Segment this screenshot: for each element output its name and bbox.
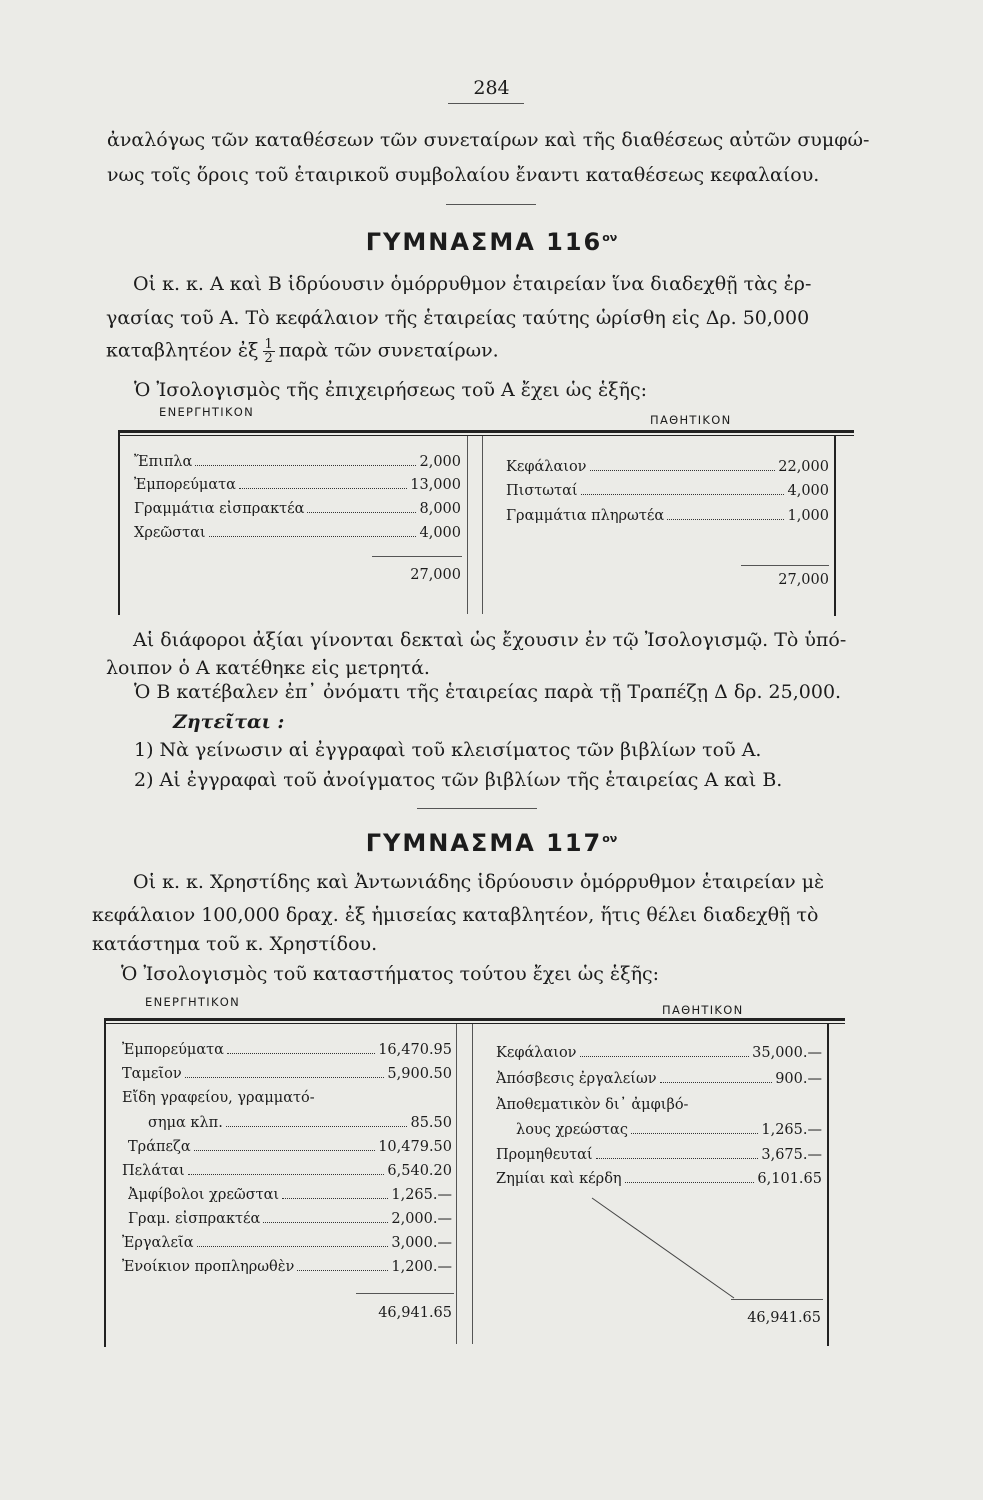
ex117-asset-row: Εἴδη γραφείου, γραμματό- <box>122 1090 315 1106</box>
ex116-right-border <box>834 436 836 616</box>
ex116-after-line2: λοιπον ὁ Α κατέθηκε εἰς μετρητά. <box>106 657 430 679</box>
ex117-asset-row: Ἐμπορεύματα 16,470.95 <box>122 1042 452 1058</box>
ex117-liab-sum-rule <box>731 1299 823 1300</box>
ex116-left-border <box>118 430 120 615</box>
ex116-para2: Ὁ Ἰσολογισμὸς τῆς ἐπιχειρήσεως τοῦ Α ἔχει ὡς ἑξῆς: <box>134 379 648 401</box>
ex117-liabilities-label: ΠΑΘΗΤΙΚΟΝ <box>662 1003 744 1017</box>
ex116-liability-row: Γραμμάτια πληρωτέα 1,000 <box>506 508 829 524</box>
ex117-asset-row: Ἀμφίβολοι χρεῶσται 1,265.— <box>128 1187 452 1203</box>
ex117-para1-line3: κατάστημα τοῦ κ. Χρηστίδου. <box>92 933 378 955</box>
ex116-para1-line1: Οἱ κ. κ. Α καὶ Β ἱδρύουσιν ὁμόρρυθμον ἑταιρείαν ἵνα διαδεχθῇ τὰς ἐρ- <box>133 273 812 295</box>
ex117-para1-line1: Οἱ κ. κ. Χρηστίδης καὶ Ἀντωνιάδης ἱδρύουσιν ὁμόρρυθμον ἑταιρείαν μὲ <box>133 871 825 893</box>
ex116-question-1: 1) Νὰ γείνωσιν αἱ ἐγγραφαὶ τοῦ κλεισίματος τῶν βιβλίων τοῦ Α. <box>134 739 762 761</box>
ex116-liability-row: Κεφάλαιον 22,000 <box>506 459 829 475</box>
ex116-divider-b <box>482 436 483 614</box>
ex117-asset-row: Τράπεζα 10,479.50 <box>128 1139 452 1155</box>
ex116-para1-line3: καταβλητέον ἐξ $\frac{1}{2}$ παρὰ τῶν συνεταίρων. <box>106 337 499 366</box>
ex117-asset-row: Πελάται 6,540.20 <box>122 1163 452 1179</box>
ex117-liability-row: Ἀποθεματικὸν δι᾽ ἀμφιβό- <box>496 1097 689 1113</box>
ex116-assets-label: ΕΝΕΡΓΗΤΙΚΟΝ <box>159 405 255 419</box>
ex116-top-rule-thin <box>118 435 854 436</box>
ex116-assets-sum-rule <box>372 556 462 557</box>
ex116-liabilities-label: ΠΑΘΗΤΙΚΟΝ <box>650 413 732 427</box>
ex117-top-rule-thin <box>104 1023 845 1024</box>
fraction-one-half: $\frac{1}{2}$ <box>264 337 273 366</box>
ex117-divider-a <box>456 1024 457 1344</box>
intro-line-2: νως τοῖς ὅροις τοῦ ἑταιρικοῦ συμβολαίου ἔναντι καταθέσεως κεφαλαίου. <box>107 164 820 186</box>
ex117-assets-total: 46,941.65 <box>378 1305 452 1321</box>
ex116-question-2: 2) Αἱ ἐγγραφαὶ τοῦ ἀνοίγματος τῶν βιβλίων τῆς ἑταιρείας Α καὶ Β. <box>134 769 783 791</box>
page-number-rule <box>448 103 524 104</box>
ex117-asset-row: Ἐνοίκιον προπληρωθὲν 1,200.— <box>122 1259 452 1275</box>
ex116-asset-row: Ἔπιπλα 2,000 <box>134 454 461 470</box>
ex116-sought: Ζητεῖται : <box>173 711 285 733</box>
exercise-117-heading: ΓΥΜΝΑΣΜΑ $117^{o\nu}$ <box>365 829 618 857</box>
ex117-liability-row: Προμηθευταί 3,675.— <box>496 1147 822 1163</box>
ex116-assets-total: 27,000 <box>410 567 461 583</box>
section-divider <box>446 204 536 205</box>
ex117-liability-row: λους χρεώστας 1,265.— <box>516 1122 822 1138</box>
ex116-divider-a <box>467 436 468 614</box>
ex117-para1-line2: κεφάλαιον 100,000 δραχ. ἐξ ἡμισείας καταβλητέον, ἥτις θέλει διαδεχθῇ τὸ <box>92 904 819 926</box>
intro-line-1: ἀναλόγως τῶν καταθέσεων τῶν συνεταίρων καὶ τῆς διαθέσεως αὐτῶν συμφώ- <box>107 129 870 151</box>
ex116-asset-row: Γραμμάτια εἰσπρακτέα 8,000 <box>134 501 461 517</box>
ex116-after-para2: Ὁ Β κατέβαλεν ἐπ᾽ ὀνόματι τῆς ἑταιρείας παρὰ τῇ Τραπέζῃ Δ δρ. 25,000. <box>134 681 842 703</box>
ex116-top-rule <box>118 430 854 433</box>
ex117-assets-sum-rule <box>356 1293 454 1294</box>
page-number: 284 <box>473 77 510 99</box>
ex117-left-border <box>104 1018 106 1347</box>
ex117-asset-row: Γραμ. εἰσπρακτέα 2,000.— <box>128 1211 452 1227</box>
ex117-top-rule <box>104 1018 845 1021</box>
ex117-asset-row: σημα κλπ. 85.50 <box>148 1115 452 1131</box>
ex117-liability-row: Ζημίαι καὶ κέρδη 6,101.65 <box>496 1171 822 1187</box>
ex117-asset-row: Ταμεῖον 5,900.50 <box>122 1066 452 1082</box>
ex116-liab-total: 27,000 <box>778 572 829 588</box>
exercise-116-heading: ΓΥΜΝΑΣΜΑ $116^{o\nu}$ <box>365 228 618 256</box>
ex117-asset-row: Ἐργαλεῖα 3,000.— <box>122 1235 452 1251</box>
ex117-assets-label: ΕΝΕΡΓΗΤΙΚΟΝ <box>145 995 241 1009</box>
ex116-asset-row: Ἐμπορεύματα 13,000 <box>134 477 461 493</box>
ex116-liability-row: Πιστωταί 4,000 <box>506 483 829 499</box>
ex117-blank-strike-line <box>472 1190 832 1310</box>
ex117-liab-total: 46,941.65 <box>747 1310 821 1326</box>
ex117-liability-row: Ἀπόσβεσις ἐργαλείων 900.— <box>496 1071 822 1087</box>
ex116-after-line1: Αἱ διάφοροι ἀξίαι γίνονται δεκταὶ ὡς ἔχουσιν ἐν τῷ Ἰσολογισμῷ. Τὸ ὑπό- <box>133 629 847 651</box>
ex116-liab-sum-rule <box>741 565 829 566</box>
section-divider <box>417 808 537 809</box>
ex116-para1-line2: γασίας τοῦ Α. Τὸ κεφάλαιον τῆς ἑταιρείας ταύτης ὡρίσθη εἰς Δρ. 50,000 <box>106 307 810 329</box>
ex117-liability-row: Κεφάλαιον 35,000.— <box>496 1045 822 1061</box>
ex117-para2: Ὁ Ἰσολογισμὸς τοῦ καταστήματος τούτου ἔχει ὡς ἑξῆς: <box>121 963 660 985</box>
ex116-asset-row: Χρεῶσται 4,000 <box>134 525 461 541</box>
